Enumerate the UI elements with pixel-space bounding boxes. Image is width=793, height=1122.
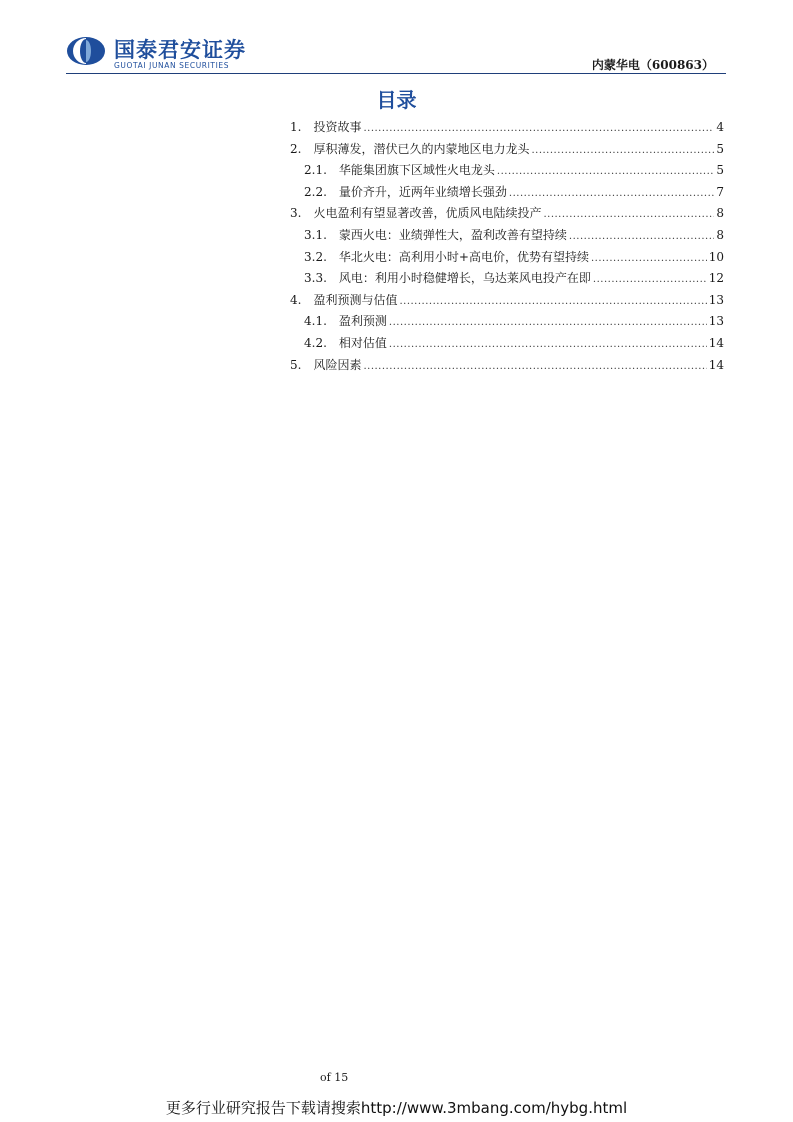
toc-entry-title: 火电盈利有望显著改善，优质风电陆续投产 [313,206,542,221]
toc-entry[interactable] [290,269,724,291]
toc-entry-number: 4. [290,292,302,307]
toc-entry-page: 5 [716,163,724,178]
toc-entry-page: 13 [708,314,724,329]
table-of-contents [290,118,724,377]
toc-leader [399,296,706,307]
toc-entry-number: 3. [290,206,302,221]
toc-leader [543,209,714,220]
toc-entry[interactable] [290,161,724,183]
brand-name-cn: 国泰君安证券 [114,38,246,62]
toc-entry-title: 盈利预测 [338,314,387,329]
header-divider [66,73,726,74]
toc-entry[interactable] [290,118,724,140]
toc-entry-title: 风险因素 [313,357,362,372]
report-reference: 内蒙华电（600863） [591,58,714,72]
toc-entry-page: 12 [708,271,724,286]
toc-leader [389,317,707,328]
toc-entry-page: 5 [716,141,724,156]
brand-name-en: GUOTAI JUNAN SECURITIES [114,61,230,70]
toc-entry[interactable] [290,183,724,205]
toc-entry-title: 盈利预测与估值 [313,292,398,307]
toc-entry[interactable] [290,291,724,313]
toc-entry-title: 华能集团旗下区域性火电龙头 [338,163,495,178]
toc-entry[interactable] [290,356,724,378]
toc-leader [531,145,714,156]
toc-entry-page: 14 [708,357,724,372]
toc-entry-number: 1. [290,120,302,134]
toc-title: 目录 [376,88,417,112]
toc-entry[interactable] [290,204,724,226]
toc-entry-number: 2.2. [304,184,327,199]
toc-entry-page: 7 [716,184,724,199]
toc-entry-page: 14 [708,335,724,350]
toc-leader [509,188,714,199]
toc-entry-number: 4.2. [304,335,327,350]
page-count: of 15 [320,1071,349,1084]
toc-entry-title: 投资故事 [313,120,362,134]
toc-entry-number: 2. [290,141,302,156]
toc-entry-number: 5. [290,357,302,372]
page-header [66,34,726,76]
guotai-junan-logo-icon [66,36,106,66]
toc-entry-page: 4 [716,120,724,134]
toc-entry-page: 8 [716,206,724,221]
toc-entry-number: 4.1. [304,314,327,329]
toc-leader [497,166,714,177]
toc-entry-title: 相对估值 [338,335,387,350]
toc-entry[interactable] [290,140,724,162]
toc-entry-number: 3.3. [304,271,327,286]
toc-entry-number: 3.1. [304,227,327,242]
toc-entry-number: 2.1. [304,163,327,178]
toc-entry-page: 8 [716,227,724,242]
toc-entry[interactable] [290,334,724,356]
toc-entry-title: 蒙西火电：业绩弹性大，盈利改善有望持续 [338,227,567,242]
toc-entry[interactable] [290,226,724,248]
toc-entry-number: 3.2. [304,249,327,264]
toc-entry-page: 13 [708,292,724,307]
toc-entry[interactable] [290,248,724,270]
toc-entry[interactable] [290,312,724,334]
toc-entry-title: 厚积薄发，潜伏已久的内蒙地区电力龙头 [313,141,530,156]
toc-leader [591,253,707,264]
toc-entry-page: 10 [708,249,724,264]
toc-leader [363,123,714,134]
toc-leader [593,274,707,285]
footer-download-link[interactable]: 更多行业研究报告下载请搜索http://www.3mbang.com/hybg.html [165,1099,628,1117]
toc-leader [389,339,707,350]
toc-entry-title: 量价齐升，近两年业绩增长强劲 [338,184,507,199]
toc-entry-title: 华北火电：高利用小时+高电价，优势有望持续 [338,249,589,264]
toc-leader [569,231,714,242]
toc-entry-title: 风电：利用小时稳健增长，乌达莱风电投产在即 [338,271,591,286]
toc-leader [363,361,706,372]
